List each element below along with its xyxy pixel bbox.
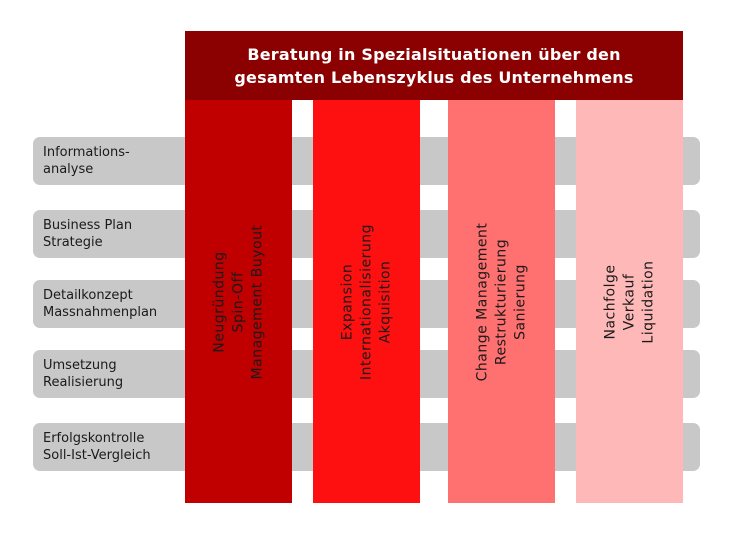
phase-label-line: Umsetzung [43, 358, 117, 373]
phase-label-erfolgskontrolle [43, 423, 183, 471]
column-line: Internationalisierung [358, 223, 374, 380]
column-line: Spin-Off [230, 271, 246, 332]
column-text [601, 260, 658, 343]
column-line: Neugründung [211, 250, 227, 353]
column-line: Change Management [474, 222, 490, 381]
phase-label-line: Massnahmenplan [43, 305, 158, 320]
phase-label-line: Realisierung [43, 375, 124, 390]
situation-column-restrukturierung [448, 100, 555, 503]
column-text [473, 222, 530, 381]
column-line: Expansion [339, 263, 355, 340]
situation-column-nachfolge [576, 100, 683, 503]
phase-label-line: Detailkonzept [43, 288, 133, 303]
phase-label-line: Erfolgskontrolle [43, 431, 145, 446]
phase-label-umsetzung [43, 350, 183, 398]
title-line-1: Beratung in Spezialsituationen über den [247, 44, 621, 64]
phase-label-informationsanalyse [43, 137, 183, 185]
phase-label-detailkonzept [43, 280, 183, 328]
title-line-2: gesamten Lebenszyklus des Unternehmens [234, 67, 634, 87]
column-line: Nachfolge [602, 264, 618, 340]
column-text [338, 224, 395, 380]
phase-label-business-plan [43, 210, 183, 258]
phase-label-line: analyse [43, 162, 94, 177]
column-line: Management Buyout [249, 224, 265, 379]
situation-column-gruendung [185, 100, 292, 503]
column-text [210, 224, 267, 379]
column-line: Akquisition [377, 260, 393, 343]
column-line: Verkauf [621, 273, 637, 330]
column-line: Liquidation [640, 259, 656, 344]
situation-column-expansion [313, 100, 420, 503]
phase-label-line: Soll-Ist-Vergleich [43, 448, 151, 463]
phase-label-line: Informations- [43, 145, 130, 160]
column-line: Restrukturierung [493, 238, 509, 365]
column-line: Sanierung [512, 263, 528, 340]
diagram-title [185, 31, 683, 100]
phase-label-line: Business Plan [43, 218, 133, 233]
phase-label-line: Strategie [43, 235, 103, 250]
